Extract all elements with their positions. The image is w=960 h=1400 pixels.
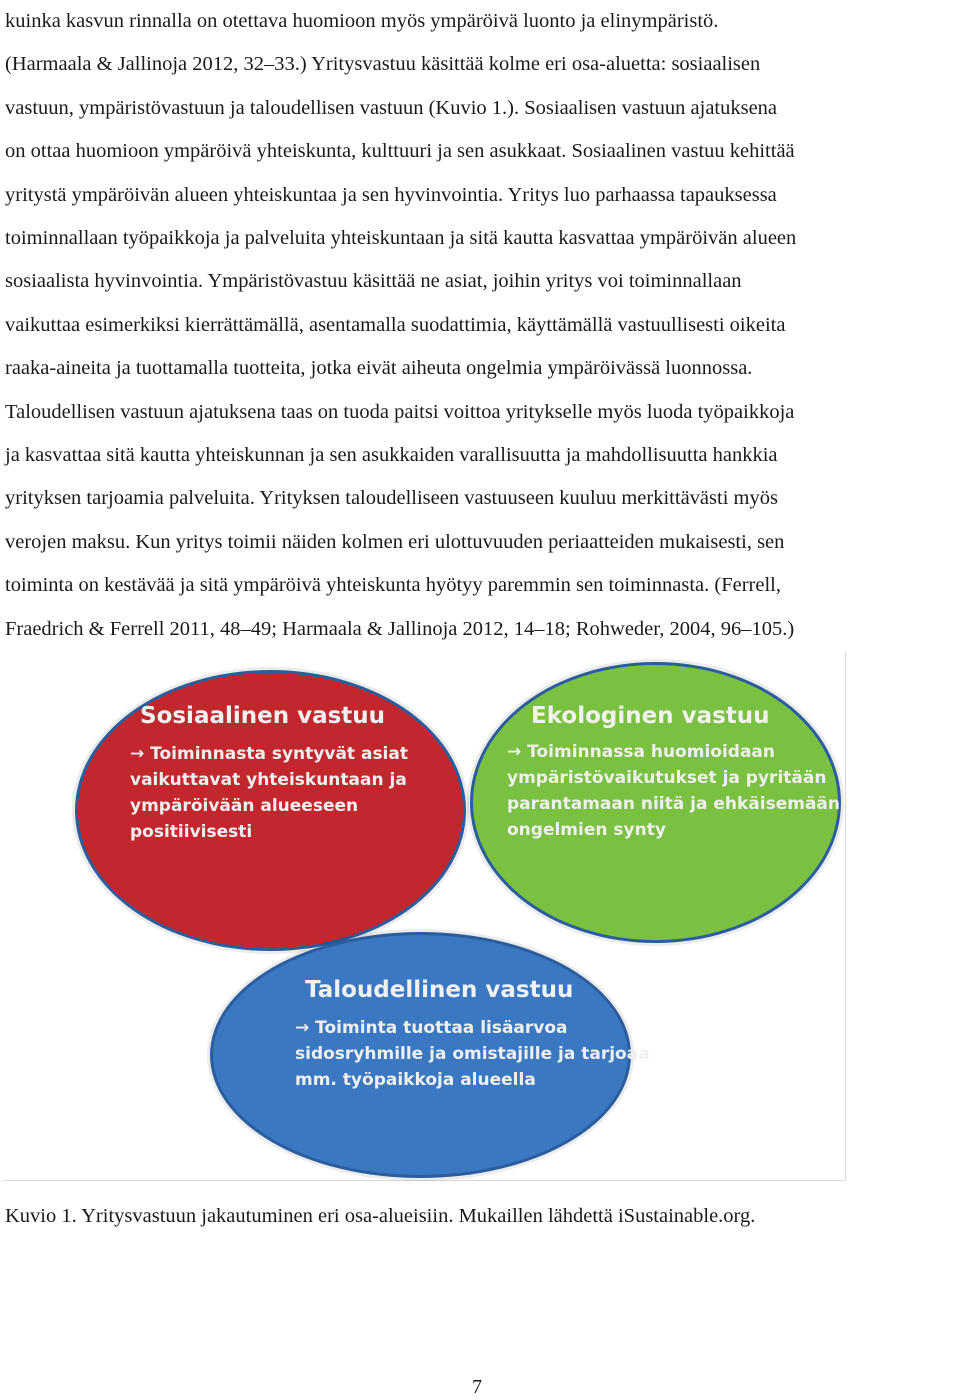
- body-line: yritystä ympäröivän alueen yhteiskuntaa ja sen hyvinvointia. Yritys luo parhaassa tapauksessa: [5, 183, 777, 206]
- body-line: sosiaalista hyvinvointia. Ympäristövastuu käsittää ne asiat, joihin yritys voi toiminnallaan: [5, 270, 742, 293]
- economic-text: [295, 1015, 650, 1093]
- body-line: toiminnallaan työpaikkoja ja palveluita yhteiskuntaan ja sitä kautta kasvattaa ympäröivän alueen: [5, 227, 797, 250]
- body-paragraph: [5, 0, 960, 651]
- social-text: [130, 741, 408, 845]
- body-line: yrityksen tarjoamia palveluita. Yrityksen taloudelliseen vastuuseen kuuluu merkittävästi myös: [5, 487, 778, 510]
- social-line: ympäröivään alueeseen: [130, 796, 359, 816]
- body-line: raaka-aineita ja tuottamalla tuotteita, jotka eivät aiheuta ongelmia ympäröivässä luonnossa.: [5, 357, 753, 380]
- economic-line: → Toiminta tuottaa lisäarvoa: [295, 1018, 568, 1038]
- body-line: Taloudellisen vastuun ajatuksena taas on tuoda paitsi voittoa yritykselle myös luoda työpaikkoja: [5, 400, 795, 423]
- body-line: (Harmaala & Jallinoja 2012, 32–33.) Yritysvastuu käsittää kolme eri osa-aluetta: sosiaalisen: [5, 53, 761, 76]
- ecological-line: ongelmien synty: [507, 820, 666, 840]
- social-line: positiivisesti: [130, 822, 253, 842]
- social-line: → Toiminnasta syntyvät asiat: [130, 744, 408, 764]
- social-line: vaikuttavat yhteiskuntaan ja: [130, 770, 407, 790]
- economic-line: sidosryhmille ja omistajille ja tarjoaa: [295, 1044, 650, 1064]
- body-line: toiminta on kestävää ja sitä ympäröivä yhteiskunta hyötyy paremmin sen toiminnasta. (Ferrell,: [5, 574, 781, 597]
- ecological-responsibility-ellipse: [470, 662, 841, 943]
- body-line: kuinka kasvun rinnalla on otettava huomioon myös ympäröivä luonto ja elinympäristö.: [5, 10, 719, 32]
- ecological-line: ympäristövaikutukset ja pyritään: [507, 768, 827, 788]
- body-line: Fraedrich & Ferrell 2011, 48–49; Harmaala & Jallinoja 2012, 14–18; Rohweder, 2004, 96–105.): [5, 617, 795, 640]
- ecological-line: → Toiminnassa huomioidaan: [507, 742, 775, 762]
- ecological-title: Ekologinen vastuu: [531, 703, 770, 729]
- body-line: verojen maksu. Kun yritys toimii näiden kolmen eri ulottuvuuden periaatteiden mukaisesti, sen: [5, 530, 785, 553]
- social-responsibility-ellipse: [75, 670, 466, 951]
- body-line: vaikuttaa esimerkiksi kierrättämällä, asentamalla suodattimia, käyttämällä vastuullisesti oikeita: [5, 313, 786, 336]
- ecological-text: [507, 739, 840, 843]
- page-number: 7: [472, 1376, 482, 1398]
- economic-line: mm. työpaikkoja alueella: [295, 1070, 536, 1090]
- body-line: on ottaa huomioon ympäröivä yhteiskunta, kulttuuri ja sen asukkaat. Sosiaalinen vastuu kehittää: [5, 140, 795, 163]
- body-line: ja kasvattaa sitä kautta yhteiskunnan ja sen asukkaiden varallisuutta ja mahdollisuutta hankkia: [5, 444, 778, 467]
- social-title: Sosiaalinen vastuu: [140, 703, 386, 729]
- economic-title: Taloudellinen vastuu: [305, 977, 574, 1003]
- body-line: vastuun, ympäristövastuun ja taloudellisen vastuun (Kuvio 1.). Sosiaalisen vastuun ajatuksena: [5, 96, 778, 119]
- figure-caption: Kuvio 1. Yritysvastuun jakautuminen eri osa-alueisiin. Mukaillen lähdettä iSustainable.org.: [5, 1205, 756, 1227]
- economic-responsibility-ellipse: [210, 932, 650, 1178]
- ecological-line: parantamaan niitä ja ehkäisemään: [507, 794, 841, 814]
